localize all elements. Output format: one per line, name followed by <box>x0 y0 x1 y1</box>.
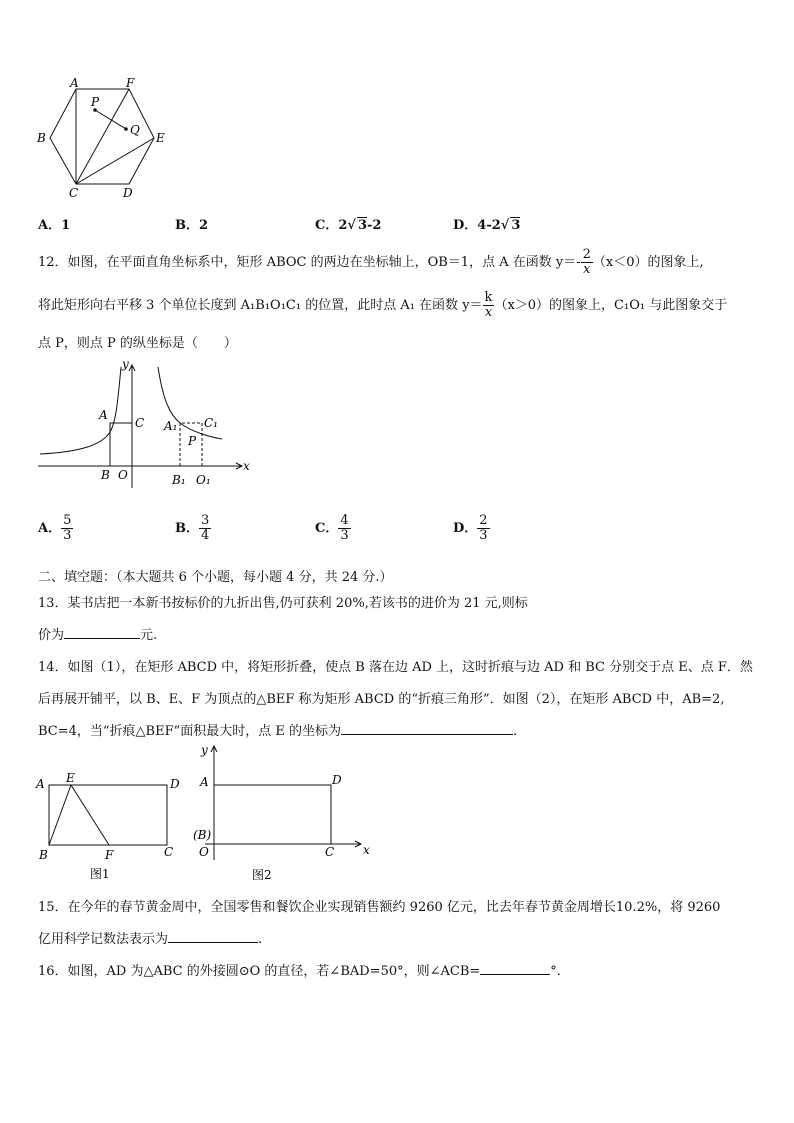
label-y: y <box>201 743 208 757</box>
label-c1: C₁ <box>204 416 218 430</box>
q11-option-a: A．1 <box>38 218 71 233</box>
point-q <box>124 127 128 131</box>
label-b: B <box>39 848 48 862</box>
label-p: P <box>91 95 100 109</box>
label-x: x <box>363 843 370 857</box>
q13-answer-blank[interactable] <box>64 626 140 639</box>
q12-line-3: 点 P，则点 P 的纵坐标是（ ） <box>38 336 237 351</box>
label-o: O <box>118 468 128 482</box>
segment-ef <box>71 785 109 845</box>
curve-left <box>40 367 121 454</box>
section-2-heading: 二、填空题：（本大题共 6 个小题，每小题 4 分，共 24 分.） <box>38 570 393 585</box>
segment-cf <box>76 89 129 184</box>
q14-answer-blank[interactable] <box>341 722 513 735</box>
q12-option-a: A． $\frac{5}{3}$ <box>38 513 72 543</box>
q12-line-2: 将此矩形向右平移 3 个单位长度到 A₁B₁O₁C₁ 的位置，此时点 A₁ 在函数 y＝ $\frac{k}{x}$ （x＞0）的图象上，C₁O₁ 与此图象交于 <box>38 290 728 320</box>
label-a1: A₁ <box>164 419 178 433</box>
q12-option-c: C． $\frac{4}{3}$ <box>315 513 349 543</box>
label-c: C <box>164 845 174 859</box>
q16-answer-blank[interactable] <box>480 962 550 975</box>
figure-1 <box>30 770 190 885</box>
rect-aboc <box>110 423 132 466</box>
q14-line-2: 后再展开铺平，以 B、E、F 为顶点的△BEF 称为矩形 ABCD 的“折痕三角形”．如图（2），在矩形 ABCD 中，AB=2, <box>38 692 725 707</box>
label-c: C <box>69 186 79 200</box>
q14-line-3: BC=4，当“折痕△BEF”面积最大时，点 E 的坐标为 . <box>38 724 518 739</box>
label-c: C <box>325 845 335 859</box>
label-f: F <box>105 848 114 862</box>
q12-fraction-2: $\frac{k}{x}$ <box>484 290 493 320</box>
label-q: Q <box>130 123 140 137</box>
label-e: E <box>66 771 75 785</box>
q13-line-1: 13．某书店把一本新书按标价的九折出售,仍可获利 20%,若该书的进价为 21 元,则标 <box>38 596 528 611</box>
label-o1: O₁ <box>196 473 211 487</box>
segment-pq <box>95 110 126 129</box>
q11-option-d: D．4-2√ 3 <box>453 218 521 233</box>
label-a: A <box>200 775 209 789</box>
label-c: C <box>135 416 145 430</box>
label-b: B <box>101 468 110 482</box>
label-f: F <box>126 76 135 90</box>
q13-line-2: 价为 元. <box>38 628 158 643</box>
coordinate-figure <box>30 355 260 490</box>
label-b1: B₁ <box>172 473 186 487</box>
label-x: x <box>243 459 250 473</box>
segment-ce <box>76 138 154 184</box>
label-d: D <box>170 777 180 791</box>
figure-2 <box>185 740 380 885</box>
label-a: A <box>70 76 79 90</box>
label-b: B <box>37 131 46 145</box>
q12-line-1: 12．如图，在平面直角坐标系中，矩形 ABOC 的两边在坐标轴上，OB＝1，点 A 在函数 y＝- $\frac{2}{x}$ （x＜0）的图象上, <box>38 247 704 277</box>
label-d: D <box>123 186 133 200</box>
figure-1-caption: 图1 <box>90 867 110 881</box>
q11-option-c: C．2√ 3-2 <box>315 218 382 233</box>
q12-option-b: B． $\frac{3}{4}$ <box>175 513 210 543</box>
label-a: A <box>99 408 108 422</box>
q14-line-1: 14．如图（1），在矩形 ABCD 中，将矩形折叠，使点 B 落在边 AD 上，这时折痕与边 AD 和 BC 分别交于点 E、点 F．然 <box>38 660 753 675</box>
q16-line: 16．如图，AD 为△ABC 的外接圆⊙O 的直径，若∠BAD=50°，则∠ACB= °． <box>38 964 570 979</box>
label-a: A <box>36 777 45 791</box>
label-d: D <box>332 773 342 787</box>
label-b-paren: (B) <box>193 828 212 842</box>
figure-2-caption: 图2 <box>252 868 272 882</box>
label-y: y <box>122 357 129 371</box>
label-o: O <box>199 845 209 859</box>
hexagon-figure <box>30 75 180 200</box>
rect-abcd <box>49 785 167 845</box>
segment-be <box>49 785 71 845</box>
q15-answer-blank[interactable] <box>168 930 258 943</box>
q11-option-b: B．2 <box>175 218 209 233</box>
q15-line-2: 亿用科学记数法表示为 . <box>38 932 263 947</box>
q12-fraction-1: $\frac{2}{x}$ <box>582 247 591 277</box>
q12-option-d: D． $\frac{2}{3}$ <box>453 513 488 543</box>
label-p: P <box>188 434 197 448</box>
label-e: E <box>156 131 165 145</box>
rect-abcd <box>214 785 331 844</box>
q15-line-1: 15．在今年的春节黄金周中，全国零售和餐饮企业实现销售额约 9260 亿元，比去年春节黄金周增长10.2%，将 9260 <box>38 900 721 915</box>
